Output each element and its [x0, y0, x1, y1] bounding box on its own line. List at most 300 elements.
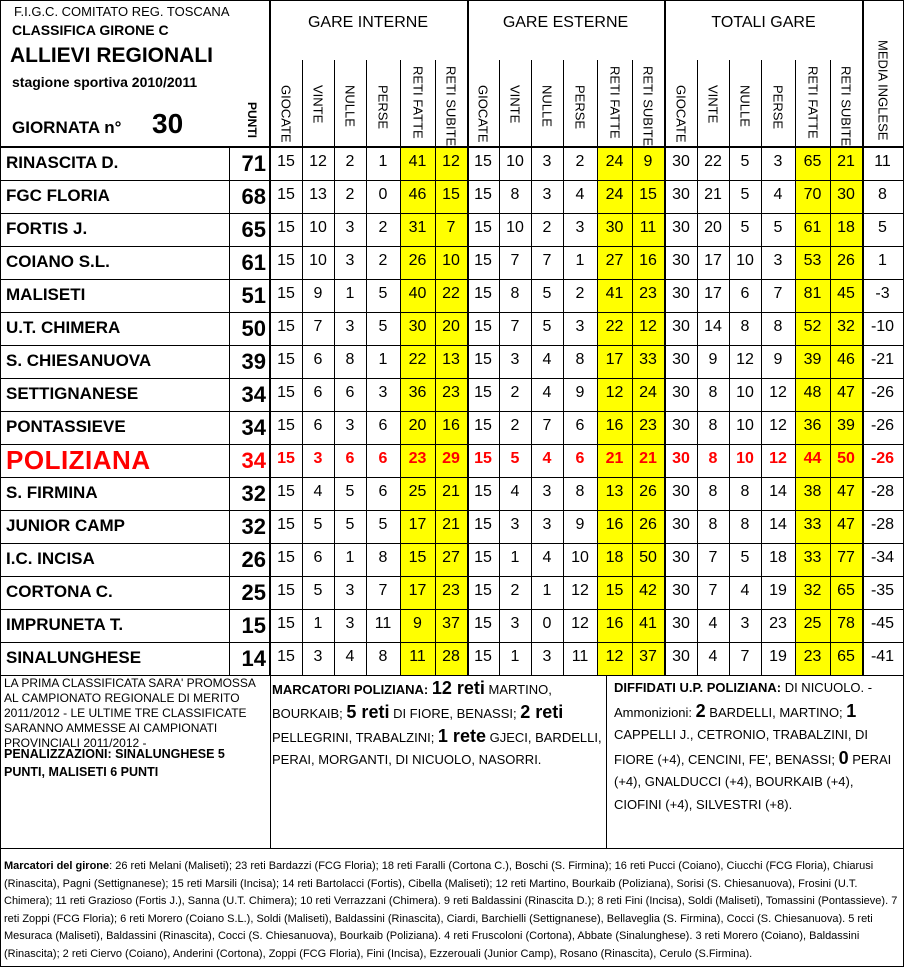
row-divider	[0, 345, 904, 346]
stat-cell: 8	[708, 384, 718, 401]
matchday-label: GIORNATA n°	[12, 118, 122, 137]
stat-cell: 24	[605, 153, 624, 170]
stat-cell: 12	[442, 153, 460, 170]
stat-cell: 12	[769, 450, 787, 467]
stat-cell: 36	[408, 384, 427, 401]
stat-cell: 1	[510, 648, 520, 665]
stat-cell: 17	[704, 285, 722, 302]
stat-cell: 11	[374, 615, 392, 632]
stat-cell: 10	[442, 252, 460, 269]
row-divider	[0, 477, 904, 478]
promotion-notes	[4, 676, 266, 751]
stat-cell: 1	[378, 153, 388, 170]
stat-cell: 4	[575, 186, 585, 203]
stat-cell: 52	[803, 318, 822, 335]
stat-cell: 15	[277, 516, 295, 533]
stat-cell: 30	[408, 318, 427, 335]
stat-cell: 8	[510, 285, 520, 302]
table-row	[0, 609, 904, 642]
stat-cell: 47	[837, 483, 855, 500]
stat-cell: 15	[277, 219, 295, 236]
stat-cell: 30	[672, 186, 690, 203]
stat-cell: 9	[575, 516, 585, 533]
table-row	[0, 312, 904, 345]
col-divider	[531, 60, 532, 675]
stat-cell: 23	[442, 582, 460, 599]
stat-cell: 6	[313, 351, 323, 368]
stat-cell: 15	[474, 318, 492, 335]
header-col-label: GIOCATE	[278, 85, 294, 143]
stat-cell: 15	[474, 648, 492, 665]
stat-cell: 6	[345, 450, 355, 467]
stat-cell: 28	[442, 648, 460, 665]
stat-cell: 26	[837, 252, 855, 269]
stat-cell: 16	[442, 417, 460, 434]
stat-cell: 20	[442, 318, 460, 335]
group-title: CLASSIFICA GIRONE C	[12, 22, 169, 38]
table-row	[0, 543, 904, 576]
stat-cell: 20	[704, 219, 722, 236]
col-divider	[761, 60, 762, 675]
stat-cell: 31	[408, 219, 427, 236]
stat-cell: 15	[277, 351, 295, 368]
stat-cell: 3	[542, 483, 552, 500]
stat-cell: 39	[803, 351, 822, 368]
stat-cell: 8	[345, 351, 355, 368]
col-divider	[830, 60, 831, 675]
stat-cell: 37	[639, 648, 657, 665]
stat-cell: 2	[542, 219, 552, 236]
stat-cell: 26	[408, 252, 427, 269]
team-points: 39	[241, 349, 266, 374]
stat-cell: 81	[803, 285, 822, 302]
stat-cell: 15	[277, 252, 295, 269]
stat-cell: 44	[803, 450, 822, 467]
stat-cell: 4	[542, 549, 552, 566]
stat-cell: 4	[708, 648, 718, 665]
stat-cell: 15	[474, 582, 492, 599]
stat-cell: 6	[345, 384, 355, 401]
scorers-1-names: GJECI, BARDELLI, PERAI, MORGANTI, DI NICUOLO, NASORRI.	[272, 730, 602, 767]
cautions-0-names: PERAI (+4), GNALDUCCI (+4), BOURKAIB (+4), CIOFINI (+4), SILVESTRI (+8).	[614, 751, 892, 812]
stat-cell: 21	[639, 450, 657, 467]
stat-cell: 37	[442, 615, 460, 632]
stat-cell: 12	[639, 318, 657, 335]
stat-cell: 32	[837, 318, 855, 335]
team-name: SINALUNGHESE	[6, 648, 142, 667]
col-divider	[632, 60, 633, 675]
row-divider	[0, 378, 904, 379]
stat-cell: 8	[740, 318, 750, 335]
stat-cell: 15	[474, 417, 492, 434]
header-col-label: NULLE	[539, 85, 555, 127]
header-col-label: VINTE	[507, 85, 523, 124]
stat-cell: 8	[378, 549, 388, 566]
team-name: S. FIRMINA	[6, 483, 98, 502]
league-scorers	[4, 858, 900, 963]
stat-cell: 22	[408, 351, 427, 368]
stat-cell: 15	[474, 351, 492, 368]
stat-cell: 3	[510, 351, 520, 368]
scorers-12-names: MARTINO, BOURKAIB;	[272, 682, 552, 721]
stat-cell: 23	[769, 615, 787, 632]
stat-cell: 30	[672, 615, 690, 632]
stat-cell: 15	[277, 318, 295, 335]
stat-cell: 22	[605, 318, 624, 335]
header-col-label: NULLE	[342, 85, 358, 127]
stat-cell: 45	[837, 285, 855, 302]
header-col-label: VINTE	[705, 85, 721, 124]
col-divider	[729, 60, 730, 675]
stat-cell: 12	[605, 648, 624, 665]
stat-cell: 77	[837, 549, 855, 566]
stat-cell: 12	[769, 417, 787, 434]
stat-cell: 5	[510, 450, 520, 467]
stat-cell: 3	[345, 318, 355, 335]
header-col-label: PERSE	[375, 85, 391, 130]
stat-cell: 0	[542, 615, 552, 632]
stat-cell: 2	[378, 219, 388, 236]
group-divider	[664, 0, 666, 675]
notes-divider-left	[270, 675, 271, 848]
goal-difference-cell: -28	[870, 483, 895, 500]
stat-cell: 30	[672, 384, 690, 401]
stat-cell: 22	[442, 285, 460, 302]
header-col-label: NULLE	[737, 85, 753, 127]
stat-cell: 6	[378, 450, 388, 467]
stat-cell: 5	[740, 153, 750, 170]
stat-cell: 9	[413, 615, 422, 632]
stat-cell: 7	[313, 318, 323, 335]
header-col-label: VINTE	[310, 85, 326, 124]
stat-cell: 2	[575, 285, 585, 302]
goal-difference-cell: -45	[870, 615, 895, 632]
team-points: 15	[241, 613, 266, 638]
stat-cell: 30	[672, 318, 690, 335]
stat-cell: 33	[639, 351, 657, 368]
stat-cell: 4	[542, 351, 552, 368]
goal-difference-cell: -26	[870, 384, 895, 401]
stat-cell: 13	[605, 483, 624, 500]
team-name: PONTASSIEVE	[6, 417, 126, 436]
cautions-2-label: 2	[695, 700, 706, 721]
stat-cell: 5	[378, 516, 388, 533]
row-divider	[0, 411, 904, 412]
header-col-2-4	[795, 66, 830, 148]
stat-cell: 50	[639, 549, 657, 566]
stat-cell: 10	[736, 252, 754, 269]
stat-cell: 40	[408, 285, 427, 302]
group-header-totali: TOTALI GARE	[711, 14, 816, 31]
stat-cell: 65	[837, 648, 855, 665]
stat-cell: 3	[345, 417, 355, 434]
header-col-0-4	[400, 66, 435, 148]
stat-cell: 6	[378, 483, 388, 500]
stat-cell: 41	[639, 615, 657, 632]
header-col-label: RETI FATTE	[410, 66, 425, 139]
team-name: FORTIS J.	[6, 219, 88, 238]
cautions-1-names: CAPPELLI J., CETRONIO, TRABALZINI, DI FIORE (+4), CENCINI, FE', BENASSI;	[614, 727, 869, 767]
goal-difference-cell: -35	[870, 582, 895, 599]
stat-cell: 8	[740, 483, 750, 500]
stat-cell: 13	[309, 186, 327, 203]
stat-cell: 0	[378, 186, 388, 203]
stat-cell: 21	[442, 516, 460, 533]
group-header-esterne: GARE ESTERNE	[502, 14, 629, 31]
stat-cell: 30	[837, 186, 855, 203]
stat-cell: 2	[510, 582, 520, 599]
scorers-5-label: 5 reti	[346, 702, 390, 722]
stat-cell: 26	[639, 516, 657, 533]
header-media	[863, 40, 902, 141]
goal-difference-cell: 5	[878, 219, 887, 236]
stat-cell: 15	[277, 450, 295, 467]
group-divider	[467, 0, 469, 675]
stat-cell: 13	[442, 351, 460, 368]
stat-cell: 78	[837, 615, 855, 632]
stat-cell: 4	[542, 384, 552, 401]
stat-cell: 7	[510, 318, 520, 335]
stat-cell: 15	[277, 153, 295, 170]
stat-cell: 15	[474, 450, 492, 467]
stat-cell: 32	[803, 582, 822, 599]
team-points: 34	[241, 448, 266, 473]
stat-cell: 15	[474, 384, 492, 401]
disciplinary-label: DIFFIDATI U.P. POLIZIANA:	[614, 680, 782, 695]
row-divider	[0, 576, 904, 577]
stat-cell: 30	[672, 285, 690, 302]
notes-divider	[0, 848, 904, 849]
stat-cell: 20	[408, 417, 427, 434]
stat-cell: 61	[803, 219, 822, 236]
stat-cell: 53	[803, 252, 822, 269]
stat-cell: 7	[446, 219, 456, 236]
goal-difference-cell: -21	[870, 351, 895, 368]
stat-cell: 17	[605, 351, 624, 368]
notes-divider-right	[606, 675, 607, 848]
stat-cell: 15	[474, 549, 492, 566]
stat-cell: 6	[740, 285, 750, 302]
col-divider	[400, 60, 401, 675]
goal-difference-cell: -41	[870, 648, 895, 665]
cautions-0-label: 0	[838, 747, 849, 768]
header-media-label: MEDIA INGLESE	[875, 40, 890, 141]
stat-cell: 21	[704, 186, 722, 203]
stat-cell: 65	[803, 153, 822, 170]
promotion-text: LA PRIMA CLASSIFICATA SARA' PROMOSSA AL CAMPIONATO REGIONALE DI MERITO 2011/2012 - LE ULTIME TRE CLASSIFICATE SARANNO AMMESSE AI CAMPIONATI PROVINCIALI 2011/2012 -	[4, 676, 256, 750]
stat-cell: 30	[672, 153, 690, 170]
stat-cell: 27	[605, 252, 624, 269]
header-col-1-4	[597, 66, 632, 148]
row-divider	[0, 213, 904, 214]
team-points: 65	[241, 217, 266, 242]
stat-cell: 47	[837, 516, 855, 533]
stat-cell: 16	[605, 417, 624, 434]
stat-cell: 16	[605, 615, 624, 632]
stat-cell: 3	[378, 384, 388, 401]
goal-difference-cell: -26	[870, 450, 895, 467]
stat-cell: 15	[474, 483, 492, 500]
stat-cell: 30	[672, 219, 690, 236]
stat-cell: 4	[773, 186, 783, 203]
stat-cell: 27	[442, 549, 460, 566]
col-divider	[366, 60, 367, 675]
row-divider	[0, 246, 904, 247]
stat-cell: 23	[408, 450, 427, 467]
team-name: I.C. INCISA	[6, 549, 95, 568]
col-divider	[795, 60, 796, 675]
col-divider	[697, 60, 698, 675]
stat-cell: 14	[769, 516, 787, 533]
header-col-label: GIOCATE	[475, 85, 491, 143]
stat-cell: 17	[408, 516, 427, 533]
disciplinary-text-0: DI NICUOLO. - Ammonizioni:	[614, 680, 873, 720]
stat-cell: 8	[773, 318, 783, 335]
stat-cell: 15	[277, 384, 295, 401]
cautions-1-label: 1	[846, 700, 857, 721]
stat-cell: 3	[542, 153, 552, 170]
stat-cell: 39	[837, 417, 855, 434]
stat-cell: 30	[672, 450, 690, 467]
stat-cell: 1	[575, 252, 585, 269]
header-bottom-border	[0, 146, 904, 148]
col-divider	[597, 60, 598, 675]
stat-cell: 2	[378, 252, 388, 269]
stat-cell: 30	[605, 219, 624, 236]
stat-cell: 10	[571, 549, 589, 566]
stat-cell: 5	[740, 549, 750, 566]
team-points: 51	[241, 283, 266, 308]
col-divider	[499, 60, 500, 675]
stat-cell: 8	[575, 483, 585, 500]
stat-cell: 15	[474, 153, 492, 170]
stat-cell: 10	[506, 219, 524, 236]
points-left-border	[229, 147, 230, 675]
group-header-interne: GARE INTERNE	[307, 14, 428, 31]
stat-cell: 23	[639, 417, 657, 434]
team-name: MALISETI	[6, 285, 86, 304]
stat-cell: 2	[510, 417, 520, 434]
team-name: FGC FLORIA	[6, 186, 110, 205]
team-points: 50	[241, 316, 266, 341]
stat-cell: 4	[542, 450, 552, 467]
stat-cell: 38	[803, 483, 822, 500]
team-name: IMPRUNETA T.	[6, 615, 124, 634]
stat-cell: 15	[277, 483, 295, 500]
row-divider	[0, 642, 904, 643]
stat-cell: 3	[345, 615, 355, 632]
stat-cell: 10	[309, 252, 327, 269]
stat-cell: 30	[672, 351, 690, 368]
team-points: 71	[241, 151, 266, 176]
table-row	[0, 378, 904, 411]
team-points: 34	[241, 415, 266, 440]
scorers-1-label: 1 rete	[437, 726, 486, 746]
stat-cell: 15	[277, 582, 295, 599]
stat-cell: 15	[474, 252, 492, 269]
stat-cell: 12	[309, 153, 327, 170]
stat-cell: 4	[345, 648, 355, 665]
header-col-0-5	[435, 66, 467, 148]
stat-cell: 18	[837, 219, 855, 236]
goal-difference-cell: -26	[870, 417, 895, 434]
stat-cell: 11	[639, 219, 657, 236]
stat-cell: 9	[313, 285, 323, 302]
stat-cell: 15	[474, 615, 492, 632]
stat-cell: 8	[575, 351, 585, 368]
points-right-border	[269, 0, 271, 675]
stat-cell: 30	[672, 648, 690, 665]
goal-difference-cell: -28	[870, 516, 895, 533]
stat-cell: 7	[708, 582, 718, 599]
stat-cell: 3	[773, 153, 783, 170]
league-scorers-text: : 26 reti Melani (Maliseti); 23 reti Bardazzi (FCG Floria); 18 reti Faralli (Cortona C.), Boschi (S. Firmina); 16 reti Pucci (Coiano), Ciucchi (FCG Floria), Chiarusi (Rinascita), Pagni (Settignanese); 15 reti Marsili (Incisa); 14 reti Bartolacci (Fortis), Cibella (Maliseti); 12 reti Martino, Bourkaib (Poliziana), Sorisi (S. Chiesanuova), Frosini (U.T. Chimera); 11 reti Grazioso (Fortis J.), Sanna (U.T. Chimera); 10 reti Verrazzani (Chimera). 9 reti Baldassini (Rinascita D.); 8 reti Fini (Incisa), Soldi (Maliseti), Tomassini (Pontassieve). 7 reti Zoppi (FCG Floria); 6 reti Morero (Coiano S.L.), Soldi (Maliseti), Baldassini (Rinascita), Ciardi, Barchielli (Settignanese), Bellaveglia (S. Firmina), Cocci (S. Chiesanuova). 5 reti Mesuraca (Maliseti), Baldassini (Rinascita), Cocci (S. Chiesanuova), Bourkaib (Poliziana). 4 reti Fruscoloni (Cortona), Abbate (Sinalunghese). 3 reti Morero (Coiano), Baldassini (Rinascita); 2 reti Ciervo (Coiano), Anderini (Cortona), Zoppi (FCG Floria), Fini (Incisa), Ezzerouali (Junior Camp), Rosano (Rinascita), Cerulo (S.Firmina).	[4, 860, 898, 960]
stat-cell: 7	[708, 549, 718, 566]
stat-cell: 25	[408, 483, 427, 500]
stat-cell: 50	[837, 450, 855, 467]
stat-cell: 7	[378, 582, 388, 599]
stat-cell: 3	[345, 219, 355, 236]
stat-cell: 6	[575, 450, 585, 467]
stat-cell: 1	[345, 549, 355, 566]
stat-cell: 33	[803, 516, 822, 533]
stat-cell: 5	[378, 285, 388, 302]
stat-cell: 10	[736, 450, 754, 467]
table-row	[0, 246, 904, 279]
stat-cell: 36	[803, 417, 822, 434]
stat-cell: 2	[345, 153, 355, 170]
poliziana-scorers	[272, 677, 602, 771]
stat-cell: 15	[277, 549, 295, 566]
stat-cell: 15	[277, 186, 295, 203]
stat-cell: 9	[643, 153, 653, 170]
header-col-1-5	[632, 66, 664, 148]
stat-cell: 6	[313, 417, 323, 434]
stat-cell: 26	[639, 483, 657, 500]
team-name: JUNIOR CAMP	[6, 516, 126, 535]
team-name: POLIZIANA	[6, 445, 151, 475]
stat-cell: 46	[408, 186, 427, 203]
season-title: stagione sportiva 2010/2011	[12, 74, 198, 90]
stat-cell: 15	[442, 186, 460, 203]
team-name: COIANO S.L.	[6, 252, 110, 271]
stat-cell: 10	[506, 153, 524, 170]
col-divider	[334, 60, 335, 675]
team-points: 61	[241, 250, 266, 275]
stat-cell: 15	[639, 186, 657, 203]
stat-cell: 7	[773, 285, 783, 302]
stat-cell: 3	[542, 516, 552, 533]
stat-cell: 46	[837, 351, 855, 368]
stat-cell: 6	[313, 549, 323, 566]
stat-cell: 3	[510, 516, 520, 533]
stat-cell: 11	[571, 648, 589, 665]
matchday-value: 30	[152, 108, 184, 139]
stat-cell: 12	[605, 384, 624, 401]
table-row	[0, 213, 904, 246]
stat-cell: 15	[474, 219, 492, 236]
stat-cell: 1	[313, 615, 323, 632]
stat-cell: 14	[769, 483, 787, 500]
team-name: CORTONA C.	[6, 582, 113, 601]
stat-cell: 8	[708, 450, 718, 467]
stat-cell: 19	[769, 582, 787, 599]
team-points: 25	[241, 580, 266, 605]
goal-difference-cell: -34	[870, 549, 895, 566]
stat-cell: 48	[803, 384, 822, 401]
team-points: 26	[241, 547, 266, 572]
row-divider	[0, 543, 904, 544]
